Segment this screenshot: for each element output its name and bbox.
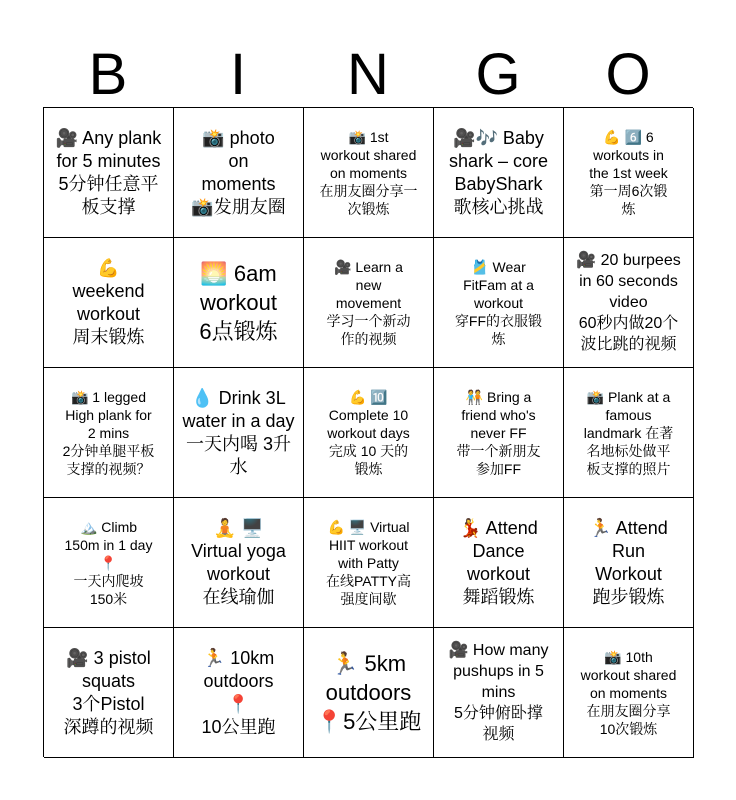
bingo-cell[interactable]	[434, 628, 564, 758]
bingo-cell[interactable]	[44, 498, 174, 628]
bingo-cell-text: 🎥 Learn a new movement 学习一个新动 作的视频	[326, 258, 411, 347]
bingo-cell[interactable]	[304, 238, 434, 368]
bingo-cell-text: 📸 10th workout shared on moments 在朋友圈分享 10次锻炼	[580, 648, 677, 737]
header-letter-n: N	[347, 42, 389, 107]
bingo-cell-text: 💪 🖥️ Virtual HIIT workout with Patty 在线PATTY高 强度间歇	[325, 518, 412, 607]
bingo-cell-text: 🎽 Wear FitFam at a workout 穿FF的衣服锻 炼	[454, 258, 543, 347]
bingo-cell-text: 🎥 3 pistol squats 3个Pistol 深蹲的视频	[63, 647, 154, 737]
bingo-cell[interactable]	[44, 368, 174, 498]
bingo-header	[43, 40, 693, 110]
bingo-cell[interactable]	[564, 108, 694, 238]
bingo-cell-text: 💪 6️⃣ 6 workouts in the 1st week 第一周6次锻 炼	[589, 128, 668, 217]
bingo-cell[interactable]	[434, 368, 564, 498]
bingo-card-grid	[43, 107, 693, 757]
bingo-cell[interactable]	[44, 108, 174, 238]
bingo-cell[interactable]	[564, 498, 694, 628]
bingo-cell-text: 💧 Drink 3L water in a day 一天内喝 3升 水	[182, 387, 295, 477]
bingo-cell-text: 🏃 Attend Run Workout 跑步锻炼	[589, 517, 668, 607]
bingo-cell[interactable]	[304, 108, 434, 238]
bingo-cell-text: 💪 weekend workout 周末锻炼	[72, 257, 145, 347]
bingo-cell[interactable]	[174, 368, 304, 498]
bingo-cell-text: 🎥🎶 Baby shark – core BabyShark 歌核心挑战	[448, 127, 549, 217]
bingo-cell[interactable]	[44, 238, 174, 368]
bingo-cell[interactable]	[564, 628, 694, 758]
header-letter-b: B	[88, 42, 128, 107]
bingo-cell[interactable]	[174, 628, 304, 758]
bingo-cell-text: 🧑‍🤝‍🧑 Bring a friend who's never FF 带一个新朋友 参加FF	[456, 388, 541, 477]
bingo-cell[interactable]	[304, 498, 434, 628]
header-letter-g: G	[475, 42, 521, 107]
bingo-cell-text: 🎥 How many pushups in 5 mins 5分钟俯卧撑 视频	[448, 642, 549, 743]
bingo-cell[interactable]	[304, 368, 434, 498]
bingo-cell-text: 🏃 10km outdoors 📍 10公里跑	[201, 647, 276, 737]
bingo-cell-text: 🎥 20 burpees in 60 seconds video 60秒内做20个 波比跳的视频	[576, 252, 681, 353]
bingo-cell[interactable]	[564, 368, 694, 498]
bingo-cell-text: 🧘 🖥️ Virtual yoga workout 在线瑜伽	[191, 517, 286, 607]
bingo-cell[interactable]	[44, 628, 174, 758]
bingo-cell-text: 🌅 6am workout 6点锻炼	[199, 261, 278, 344]
bingo-cell-text: 💃 Attend Dance workout 舞蹈锻炼	[459, 517, 538, 607]
bingo-cell-text: 💪 🔟 Complete 10 workout days 完成 10 天的 锻炼	[327, 388, 410, 477]
bingo-cell[interactable]	[174, 498, 304, 628]
header-letter-o: O	[605, 42, 651, 107]
bingo-cell[interactable]	[304, 628, 434, 758]
bingo-cell-text: 📸 photo on moments 📸发朋友圈	[191, 127, 286, 217]
header-letter-i: I	[229, 42, 247, 107]
bingo-cell[interactable]	[434, 108, 564, 238]
bingo-cell[interactable]	[174, 238, 304, 368]
bingo-cell[interactable]	[174, 108, 304, 238]
bingo-cell-text: 📸 1 legged High plank for 2 mins 2分钟单腿平板 支撑的视频？	[62, 388, 155, 477]
bingo-cell-text: 📸 Plank at a famous landmark 在著 名地标处做平 板支撑的照片	[583, 388, 674, 477]
bingo-cell-text: 🎥 Any plank for 5 minutes 5分钟任意平 板支撑	[55, 127, 162, 217]
bingo-cell-text: 🏃 5km outdoors 📍5公里跑	[315, 651, 422, 734]
bingo-cell[interactable]	[434, 238, 564, 368]
bingo-cell-text: 📸 1st workout shared on moments 在朋友圈分享一 次锻炼	[319, 128, 418, 217]
bingo-cell[interactable]	[434, 498, 564, 628]
bingo-cell-text: 🏔️ Climb 150m in 1 day 📍 一天内爬坡 150米	[64, 518, 153, 607]
bingo-cell[interactable]	[564, 238, 694, 368]
